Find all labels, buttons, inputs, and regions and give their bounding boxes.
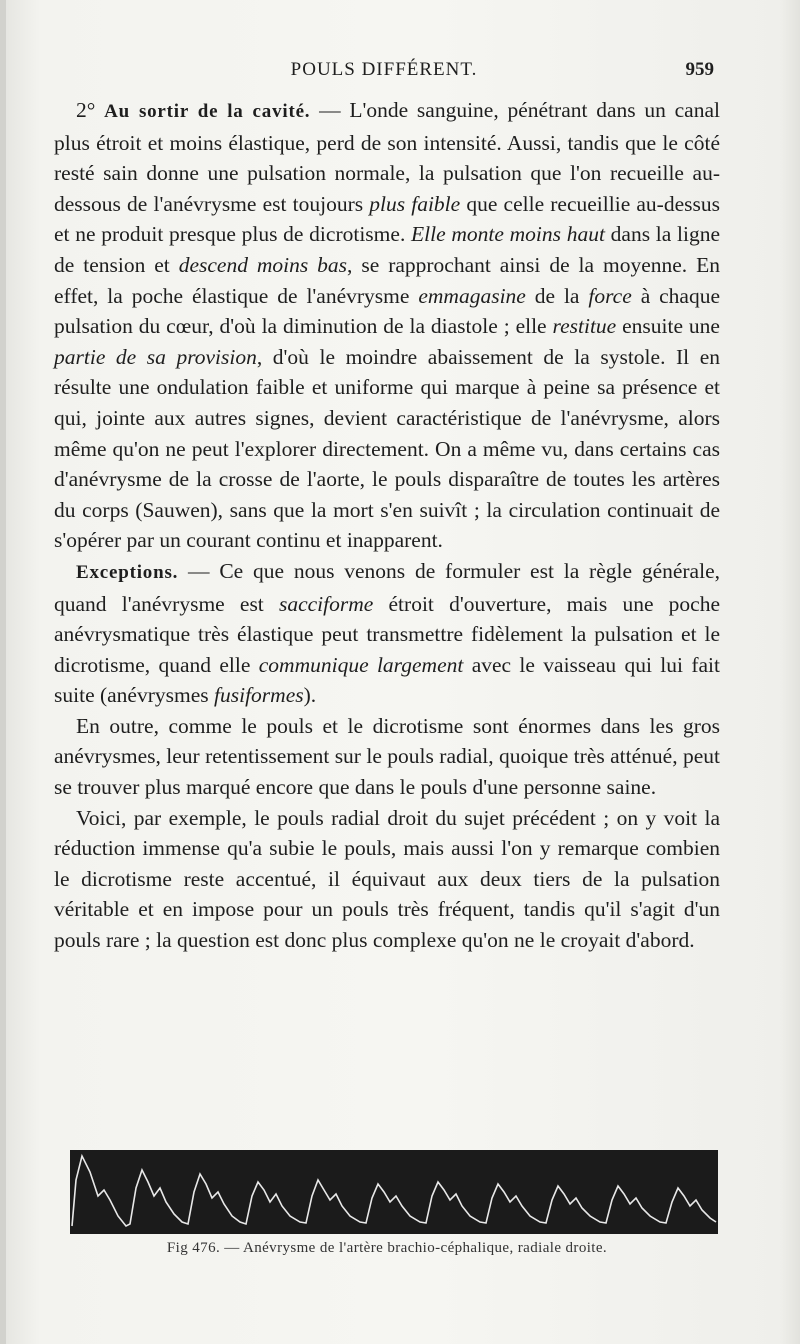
section-heading: Au sortir de la cavité. bbox=[104, 101, 311, 122]
running-head: POULS DIFFÉRENT. bbox=[290, 59, 478, 80]
page-body bbox=[54, 95, 720, 956]
emphasis: Elle monte moins haut bbox=[411, 222, 605, 247]
section-number: 2° bbox=[76, 98, 96, 122]
text-run: à chaque pulsation du cœur, d'où la diminution de la diastole ; elle bbox=[54, 283, 721, 339]
text-run: ). bbox=[303, 683, 317, 708]
text-run: — L'onde sanguine, pénétrant dans un canal plus étroit et moins élastique, perd de son intensité. Aussi, tandis que le côté resté sain donne une pulsation normale, la pulsation que l'on recueille au-dessous de l'anévrysme est toujours bbox=[54, 98, 720, 216]
page-header bbox=[54, 59, 714, 87]
emphasis: communique largement bbox=[258, 652, 464, 677]
emphasis: emmagasine bbox=[418, 283, 526, 308]
text-run: ensuite une bbox=[616, 314, 720, 339]
emphasis: plus faible bbox=[369, 191, 461, 216]
pulse-trace-line bbox=[72, 1156, 716, 1226]
text-run: — Ce que nous venons de formuler est la règle générale, quand l'anévrysme est bbox=[54, 558, 720, 616]
text-run: que celle recueillie au-dessus et ne produit presque plus de dicrotisme. bbox=[54, 191, 720, 247]
section-heading: Exceptions. bbox=[76, 561, 179, 583]
text-run: étroit d'ouverture, mais une poche anévrysmatique très élastique peut transmettre fidèlement la pulsation et le dicrotisme, quand elle bbox=[54, 591, 721, 677]
emphasis: restitue bbox=[552, 314, 617, 339]
text-run: de la bbox=[525, 283, 589, 308]
emphasis: sacciforme bbox=[278, 591, 374, 616]
paragraph-au-sortir bbox=[54, 95, 720, 556]
emphasis: force bbox=[588, 283, 632, 308]
text-run: , d'où le moindre abaissement de la systole. Il en résulte une ondulation faible et uniforme qui marque à peine sa présence et qui, jointe aux autres signes, devient caractéristique de l'anévrysme, alors même qu'on ne peut l'explorer directement. On a même vu, dans certains cas d'anévrysme de la crosse de l'aorte, le pouls disparaître de toutes les artères du corps (Sauwen), sans que la mort s'en suivît ; la circulation continuait de s'opérer par un courant continu et inapparent. bbox=[54, 344, 720, 553]
paragraph-voici: Voici, par exemple, le pouls radial droit du sujet précédent ; on y voit la réduction immense qu'a subie le pouls, mais aussi l'on y remarque combien le dicrotisme reste accentué, il équivaut aux deux tiers de la pulsation véritable et en impose pour un pouls très fréquent, tandis qu'il s'agit d'un pouls rare ; la question est donc plus complexe qu'on ne le croyait d'abord. bbox=[54, 805, 720, 953]
page-number: 959 bbox=[685, 59, 714, 80]
emphasis: descend moins bas bbox=[178, 252, 348, 277]
text-run: dans la ligne de tension et bbox=[54, 222, 720, 277]
figure-caption: Fig 476. — Anévrysme de l'artère brachio-céphalique, radiale droite. bbox=[166, 1240, 608, 1256]
emphasis: partie de sa provision bbox=[54, 344, 257, 369]
paragraph-en-outre: En outre, comme le pouls et le dicrotisme sont énormes dans les gros anévrysmes, leur retentissement sur le pouls radial, quoique très atténué, peut se trouver plus marqué encore que dans le pouls d'une personne saine. bbox=[54, 713, 720, 800]
emphasis: fusiformes bbox=[214, 683, 304, 708]
text-run: , se rapprochant ainsi de la moyenne. En effet, la poche élastique de l'anévrysme bbox=[54, 252, 720, 308]
page-edge-shadow bbox=[0, 0, 6, 1344]
paragraph-exceptions bbox=[54, 556, 720, 711]
pulse-tracing bbox=[70, 1150, 718, 1234]
pulse-tracing-figure bbox=[70, 1150, 718, 1234]
text-run: avec le vaisseau qui lui fait suite (anévrysmes bbox=[54, 652, 720, 708]
